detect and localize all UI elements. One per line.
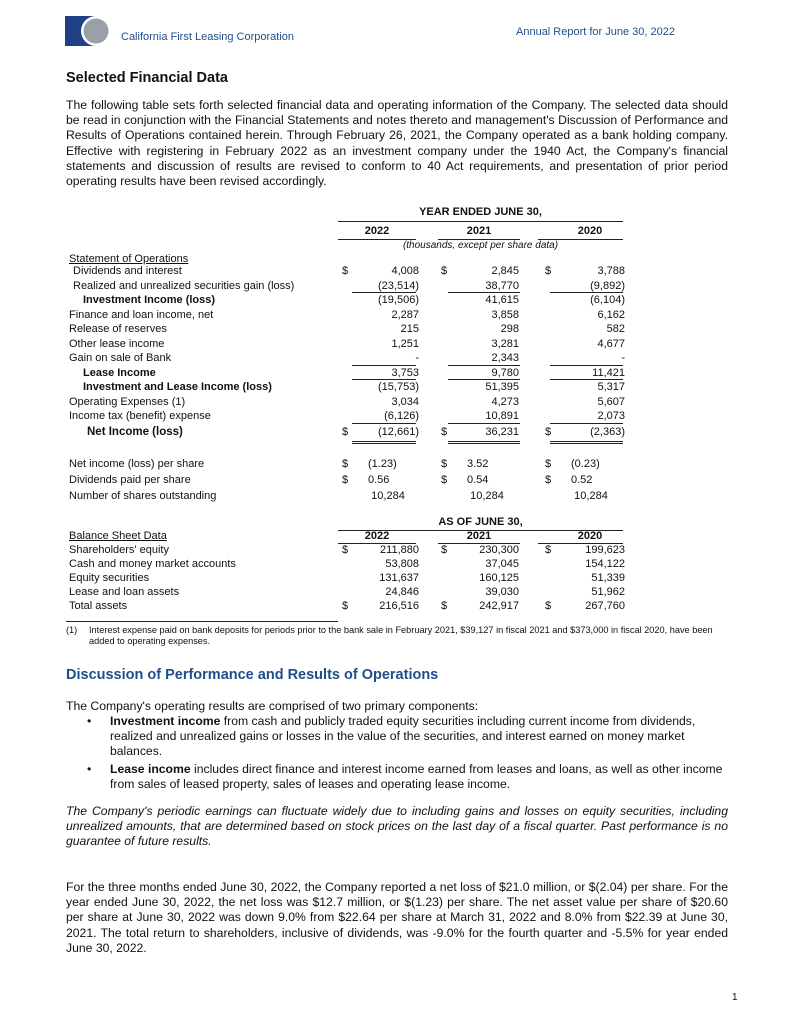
cell-value: 37,045 xyxy=(485,558,519,570)
cell-value: 39,030 xyxy=(485,586,519,598)
cell-value: 9,780 xyxy=(491,367,519,379)
cell-value: - xyxy=(621,352,625,364)
cell-value: 160,125 xyxy=(479,572,519,584)
units-note: (thousands, except per share data) xyxy=(402,240,559,251)
cell-value: 10,284 xyxy=(574,490,608,502)
dollar-sign: $ xyxy=(441,458,448,470)
cell-value: 4,008 xyxy=(391,265,419,277)
balance-group-header: AS OF JUNE 30, xyxy=(438,516,523,528)
cell-value: (19,506) xyxy=(378,294,419,306)
cell-value: 53,808 xyxy=(385,558,419,570)
row-label: Income tax (benefit) expense xyxy=(69,410,211,422)
cell-value: 2,343 xyxy=(491,352,519,364)
cell-value: 230,300 xyxy=(479,544,519,556)
cell-value: 2,287 xyxy=(391,309,419,321)
cell-value: 11,421 xyxy=(592,367,625,379)
row-label: Equity securities xyxy=(69,572,150,584)
cell-value: (1.23) xyxy=(368,458,397,470)
cell-value: 3,858 xyxy=(491,309,519,321)
cell-value: 211,880 xyxy=(380,544,419,556)
col-year: 2021 xyxy=(466,530,492,542)
cell-value: 10,284 xyxy=(470,490,504,502)
row-label: Lease and loan assets xyxy=(69,586,180,598)
row-label: Gain on sale of Bank xyxy=(69,352,172,364)
divider xyxy=(352,379,416,380)
company-name: California First Leasing Corporation xyxy=(121,31,295,43)
results-paragraph: For the three months ended June 30, 2022, the Company reported a net loss of $21.0 million, or $(2.04) per share. For the year ended June 30, 2022, the net loss was $12.7 million, or $(1.23) per share. The net asset value per share of $20.60 per share at June 30, 2022 was down 9.0% from $22.64 per share at March 31, 2022 and 8.0% from $22.39 at June 30, 2021. The total return to shareholders, inclusive of dividends, was -9.0% for the fourth quarter and -5.5% for year ended June 30, 2022. xyxy=(66,880,728,955)
cell-value: (15,753) xyxy=(378,381,419,393)
cell-value: 41,615 xyxy=(485,294,519,306)
dollar-sign: $ xyxy=(441,600,448,612)
cell-value: 298 xyxy=(500,323,519,335)
col-year: 2021 xyxy=(466,225,492,237)
cell-value: 24,846 xyxy=(385,586,419,598)
footnote-marker: (1) xyxy=(66,625,78,635)
row-label: Net Income (loss) xyxy=(87,426,183,438)
footnote-text: Interest expense paid on bank deposits for periods prior to the bank sale in February 2021, $39,127 in fiscal 2021 and $373,000 in fiscal 2020, have been added to operating expenses. xyxy=(89,625,713,646)
bullet-term: Lease income xyxy=(110,762,191,776)
divider xyxy=(550,292,623,293)
cell-value: 3,281 xyxy=(491,338,519,350)
bullet-item xyxy=(87,762,728,792)
cell-value: 154,122 xyxy=(585,558,625,570)
cell-value: 242,917 xyxy=(479,600,519,612)
cell-value: 3,753 xyxy=(391,367,419,379)
divider xyxy=(338,221,623,222)
divider xyxy=(352,365,416,366)
col-year: 2022 xyxy=(364,530,390,542)
dollar-sign: $ xyxy=(342,426,349,438)
cell-value: 3,034 xyxy=(391,396,419,408)
cell-value: 51,962 xyxy=(591,586,625,598)
cell-value: 4,677 xyxy=(597,338,625,350)
row-label: Number of shares outstanding xyxy=(69,490,217,502)
dollar-sign: $ xyxy=(441,426,448,438)
col-year: 2020 xyxy=(577,225,603,237)
cell-value: (23,514) xyxy=(378,280,419,292)
footnote-rule xyxy=(66,621,338,622)
cell-value: 0.56 xyxy=(368,474,390,486)
footnote xyxy=(66,625,728,647)
divider xyxy=(352,423,416,424)
bullet-term: Investment income xyxy=(110,714,221,728)
row-label: Cash and money market accounts xyxy=(69,558,236,570)
cell-value: (6,126) xyxy=(384,410,419,422)
cell-value: 51,339 xyxy=(591,572,625,584)
dollar-sign: $ xyxy=(342,474,349,486)
cell-value: 2,073 xyxy=(597,410,625,422)
cell-value: 3,788 xyxy=(597,265,625,277)
divider xyxy=(550,365,623,366)
dollar-sign: $ xyxy=(342,458,349,470)
discussion-lead: The Company's operating results are comprised of two primary components: xyxy=(66,699,479,713)
row-label: Other lease income xyxy=(69,338,165,350)
intro-paragraph: The following table sets forth selected financial data and operating information of the Company. The selected data should be read in conjunction with the Financial Statements and notes thereto and management's Discussion of Performance and Results of Operations contained herein. Through February 26, 2021, the Company operated as a bank holding company. Effective with registering in February 2022 as an investment company under the 1940 Act, the Company's financial statements and discussion of results are revised to conform to 40 Act requirements, and presentation of prior period operating results have been revised accordingly. xyxy=(66,98,728,189)
bullet-icon: • xyxy=(87,714,92,728)
cell-value: 5,607 xyxy=(597,396,625,408)
divider xyxy=(448,441,520,444)
col-year: 2020 xyxy=(577,530,603,542)
cell-value: 4,273 xyxy=(491,396,519,408)
dollar-sign: $ xyxy=(342,265,349,277)
page-number: 1 xyxy=(732,992,738,1003)
cell-value: 0.52 xyxy=(571,474,593,486)
dollar-sign: $ xyxy=(545,600,552,612)
dollar-sign: $ xyxy=(441,544,448,556)
divider xyxy=(448,379,520,380)
row-label: Realized and unrealized securities gain (loss) xyxy=(73,280,295,292)
dollar-sign: $ xyxy=(441,265,448,277)
dollar-sign: $ xyxy=(545,458,552,470)
dollar-sign: $ xyxy=(441,474,448,486)
row-label: Lease Income xyxy=(83,367,156,379)
cell-value: 0.54 xyxy=(467,474,489,486)
row-label: Release of reserves xyxy=(69,323,167,335)
divider xyxy=(448,365,520,366)
cell-value: 267,760 xyxy=(585,600,625,612)
row-label: Dividends and interest xyxy=(73,265,182,277)
section-label: Statement of Operations xyxy=(69,253,189,265)
section-heading: Discussion of Performance and Results of Operations xyxy=(66,667,439,683)
cell-value: 582 xyxy=(606,323,625,335)
cell-value: 3.52 xyxy=(467,458,489,470)
cell-value: - xyxy=(415,352,419,364)
divider xyxy=(448,423,520,424)
bullet-text: from cash and publicly traded equity securities including current income from dividends, realized and unrealized gains or losses in the value of the securities, and interest earned on money market balances. xyxy=(110,714,696,759)
dollar-sign: $ xyxy=(545,474,552,486)
cell-value: (6,104) xyxy=(590,294,625,306)
divider xyxy=(352,441,416,444)
cell-value: 1,251 xyxy=(391,338,419,350)
caution-paragraph: The Company's periodic earnings can fluctuate widely due to including gains and losses on equity securities, including unrealized amounts, that are determined based on stock prices on the last day of a fiscal quarter. Past performance is no guarantee of future results. xyxy=(66,804,728,849)
cell-value: 215 xyxy=(400,323,419,335)
cell-value: 131,637 xyxy=(379,572,419,584)
row-label: Investment and Lease Income (loss) xyxy=(83,381,272,393)
cell-value: 216,516 xyxy=(379,600,419,612)
cell-value: 51,395 xyxy=(485,381,519,393)
row-label: Net income (loss) per share xyxy=(69,458,205,470)
divider xyxy=(550,441,623,444)
row-label: Operating Expenses (1) xyxy=(69,396,186,408)
section-label: Balance Sheet Data xyxy=(69,530,167,542)
row-label: Investment Income (loss) xyxy=(83,294,216,306)
dollar-sign: $ xyxy=(545,426,552,438)
company-logo xyxy=(65,16,109,46)
cell-value: (12,661) xyxy=(378,426,419,438)
cell-value: 10,891 xyxy=(485,410,519,422)
row-label: Shareholders' equity xyxy=(69,544,169,556)
cell-value: 6,162 xyxy=(597,309,625,321)
divider xyxy=(550,423,623,424)
page-title: Selected Financial Data xyxy=(66,70,228,86)
dollar-sign: $ xyxy=(342,544,349,556)
cell-value: 36,231 xyxy=(485,426,519,438)
cell-value: 10,284 xyxy=(371,490,405,502)
row-label: Dividends paid per share xyxy=(69,474,191,486)
cell-value: (2,363) xyxy=(590,426,625,438)
dollar-sign: $ xyxy=(545,265,552,277)
cell-value: 2,845 xyxy=(491,265,519,277)
row-label: Total assets xyxy=(69,600,128,612)
divider xyxy=(448,292,520,293)
cell-value: 38,770 xyxy=(485,280,519,292)
col-year: 2022 xyxy=(364,225,390,237)
year-group-header: YEAR ENDED JUNE 30, xyxy=(419,206,542,218)
cell-value: (9,892) xyxy=(590,280,625,292)
dollar-sign: $ xyxy=(342,600,349,612)
dollar-sign: $ xyxy=(545,544,552,556)
cell-value: (0.23) xyxy=(571,458,600,470)
bullet-item xyxy=(87,714,728,760)
cell-value: 5,317 xyxy=(597,381,625,393)
divider xyxy=(352,292,416,293)
bullet-icon: • xyxy=(87,762,92,776)
bullet-text: includes direct finance and interest income earned from leases and loans, as well as other income from sales of leased property, sales of leases and operating lease income. xyxy=(110,762,723,792)
divider xyxy=(550,379,623,380)
cell-value: 199,623 xyxy=(585,544,625,556)
row-label: Finance and loan income, net xyxy=(69,309,214,321)
report-title: Annual Report for June 30, 2022 xyxy=(516,26,676,38)
